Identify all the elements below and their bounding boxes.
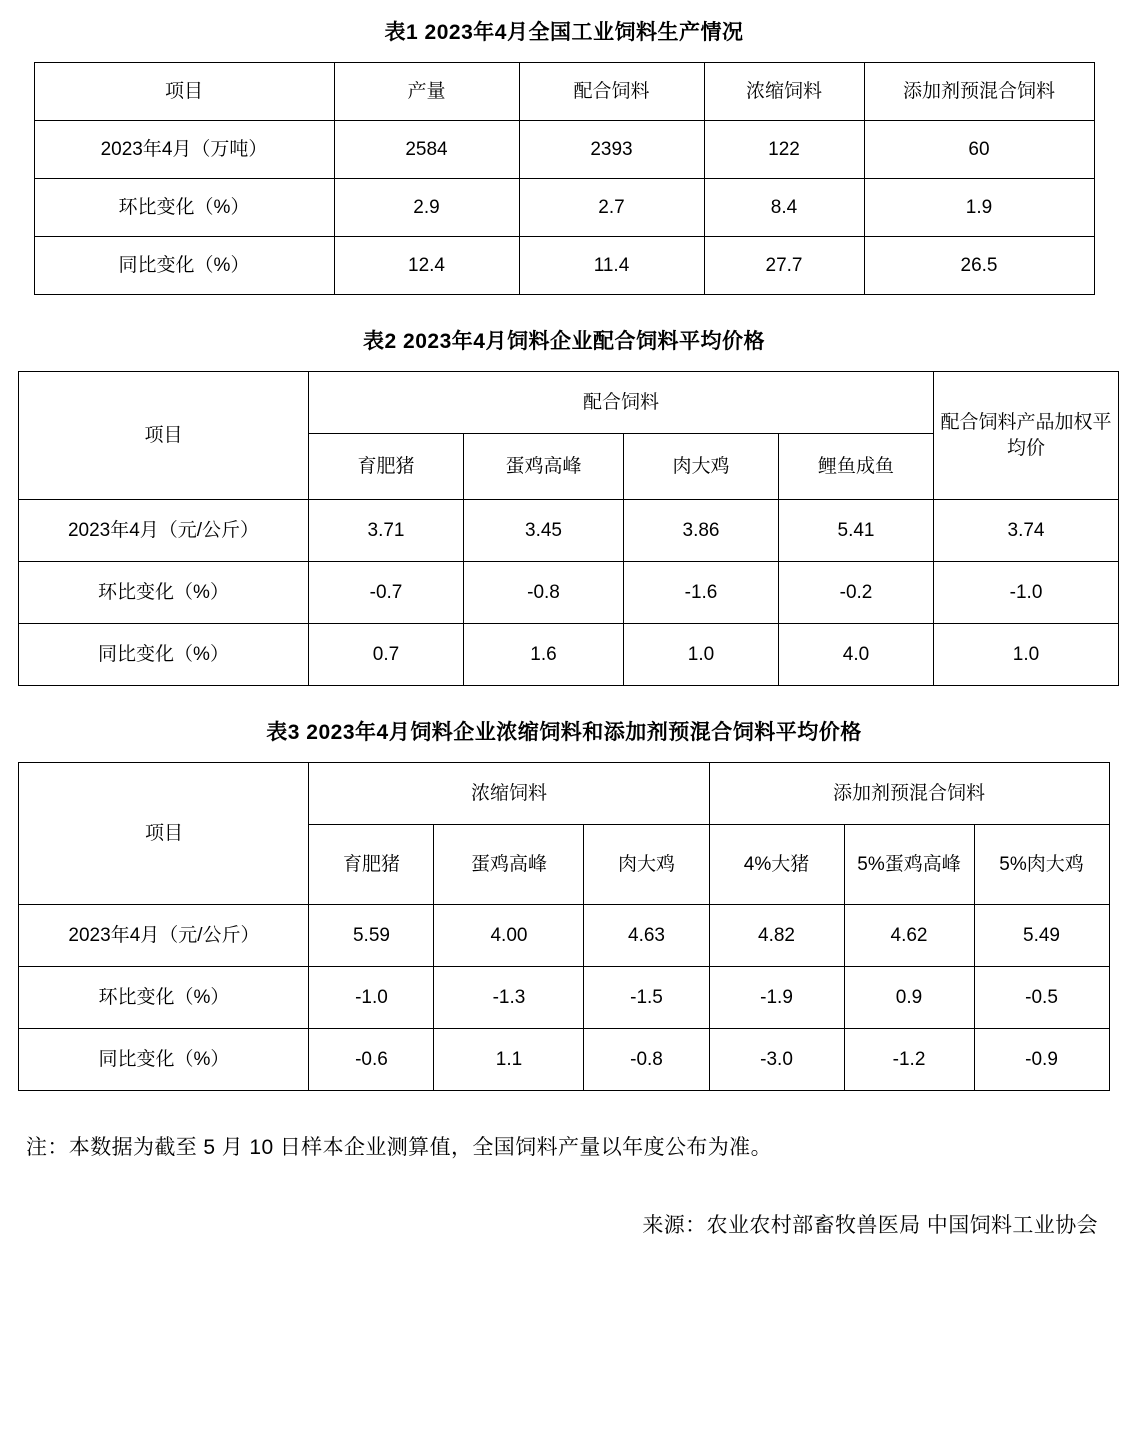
- table-cell: 2393: [519, 121, 704, 179]
- table-cell: -0.5: [974, 967, 1109, 1029]
- table-cell: 27.7: [704, 237, 864, 295]
- table-cell: 0.9: [844, 967, 974, 1029]
- table-row: [34, 121, 1094, 179]
- row-label: 同比变化（%）: [34, 237, 334, 295]
- row-header-label: 项目: [19, 372, 309, 500]
- table-cell: -0.9: [974, 1029, 1109, 1091]
- column-header: 5%肉大鸡: [974, 825, 1109, 905]
- column-header: 配合饲料: [519, 63, 704, 121]
- column-header: 4%大猪: [709, 825, 844, 905]
- table-header-row: [34, 63, 1094, 121]
- table-header-row: [19, 763, 1109, 825]
- table-cell: 12.4: [334, 237, 519, 295]
- table-cell: -0.7: [309, 562, 464, 624]
- table-cell: 5.41: [779, 500, 934, 562]
- table-row: [19, 967, 1109, 1029]
- table-cell: -1.9: [709, 967, 844, 1029]
- table-row: [19, 624, 1119, 686]
- table2-title: 表2 2023年4月饲料企业配合饲料平均价格: [363, 330, 765, 353]
- group-header: 配合饲料: [309, 372, 934, 434]
- table-row: [19, 1029, 1109, 1091]
- table-cell: 4.00: [434, 905, 584, 967]
- column-header: 添加剂预混合饲料: [864, 63, 1094, 121]
- table-cell: -0.8: [464, 562, 624, 624]
- column-header: 肉大鸡: [584, 825, 709, 905]
- group-header-premix: 添加剂预混合饲料: [709, 763, 1109, 825]
- table-cell: 1.9: [864, 179, 1094, 237]
- table-cell: 4.0: [779, 624, 934, 686]
- row-label: 2023年4月（元/公斤）: [19, 905, 309, 967]
- table-cell: 2.7: [519, 179, 704, 237]
- row-label: 2023年4月（元/公斤）: [19, 500, 309, 562]
- weighted-average-header: 配合饲料产品加权平均价: [934, 372, 1119, 500]
- table-cell: 2584: [334, 121, 519, 179]
- compound-feed-price-table: [18, 371, 1119, 686]
- table-cell: 11.4: [519, 237, 704, 295]
- column-header: 蛋鸡高峰: [464, 434, 624, 500]
- column-header: 蛋鸡高峰: [434, 825, 584, 905]
- table-cell: 3.86: [624, 500, 779, 562]
- table-cell: 5.49: [974, 905, 1109, 967]
- table-row: [19, 500, 1119, 562]
- row-header-label: 项目: [19, 763, 309, 905]
- column-header: 5%蛋鸡高峰: [844, 825, 974, 905]
- table-row: [34, 179, 1094, 237]
- table-cell: 1.6: [464, 624, 624, 686]
- table-cell: -0.2: [779, 562, 934, 624]
- table-row: [34, 237, 1094, 295]
- table-cell: 4.82: [709, 905, 844, 967]
- column-header: 浓缩饲料: [704, 63, 864, 121]
- table-cell: -1.0: [309, 967, 434, 1029]
- row-label: 同比变化（%）: [19, 1029, 309, 1091]
- table-cell: 5.59: [309, 905, 434, 967]
- table-cell: 2.9: [334, 179, 519, 237]
- table-cell: 0.7: [309, 624, 464, 686]
- table-cell: 122: [704, 121, 864, 179]
- table-cell: -1.6: [624, 562, 779, 624]
- concentrate-premix-price-table: [18, 762, 1109, 1091]
- table-cell: 60: [864, 121, 1094, 179]
- table-cell: 3.74: [934, 500, 1119, 562]
- table-cell: -1.0: [934, 562, 1119, 624]
- group-header-concentrate: 浓缩饲料: [309, 763, 709, 825]
- row-label: 同比变化（%）: [19, 624, 309, 686]
- footnote: 注：本数据为截至 5 月 10 日样本企业测算值，全国饲料产量以年度公布为准。: [26, 1136, 772, 1159]
- table-row: [19, 905, 1109, 967]
- table-cell: 3.71: [309, 500, 464, 562]
- table-cell: -0.6: [309, 1029, 434, 1091]
- table-cell: 4.63: [584, 905, 709, 967]
- table-row: [19, 562, 1119, 624]
- table-cell: -0.8: [584, 1029, 709, 1091]
- column-header: 产量: [334, 63, 519, 121]
- table1-title: 表1 2023年4月全国工业饲料生产情况: [384, 21, 744, 44]
- row-label: 环比变化（%）: [19, 562, 309, 624]
- row-label: 环比变化（%）: [34, 179, 334, 237]
- table-cell: 3.45: [464, 500, 624, 562]
- table-cell: 8.4: [704, 179, 864, 237]
- column-header: 肉大鸡: [624, 434, 779, 500]
- table-cell: -3.0: [709, 1029, 844, 1091]
- table-cell: 1.0: [624, 624, 779, 686]
- column-header: 育肥猪: [309, 434, 464, 500]
- feed-production-table: [34, 62, 1095, 295]
- source-line: 来源：农业农村部畜牧兽医局 中国饲料工业协会: [642, 1214, 1098, 1237]
- column-header: 鲤鱼成鱼: [779, 434, 934, 500]
- row-label: 2023年4月（万吨）: [34, 121, 334, 179]
- table-header-row: [19, 372, 1119, 434]
- row-label: 环比变化（%）: [19, 967, 309, 1029]
- table-cell: 1.0: [934, 624, 1119, 686]
- table-cell: -1.5: [584, 967, 709, 1029]
- column-header: 育肥猪: [309, 825, 434, 905]
- table-cell: 26.5: [864, 237, 1094, 295]
- table3-title: 表3 2023年4月饲料企业浓缩饲料和添加剂预混合饲料平均价格: [266, 721, 862, 744]
- column-header: 项目: [34, 63, 334, 121]
- table-cell: 4.62: [844, 905, 974, 967]
- table-cell: 1.1: [434, 1029, 584, 1091]
- table-cell: -1.2: [844, 1029, 974, 1091]
- table-cell: -1.3: [434, 967, 584, 1029]
